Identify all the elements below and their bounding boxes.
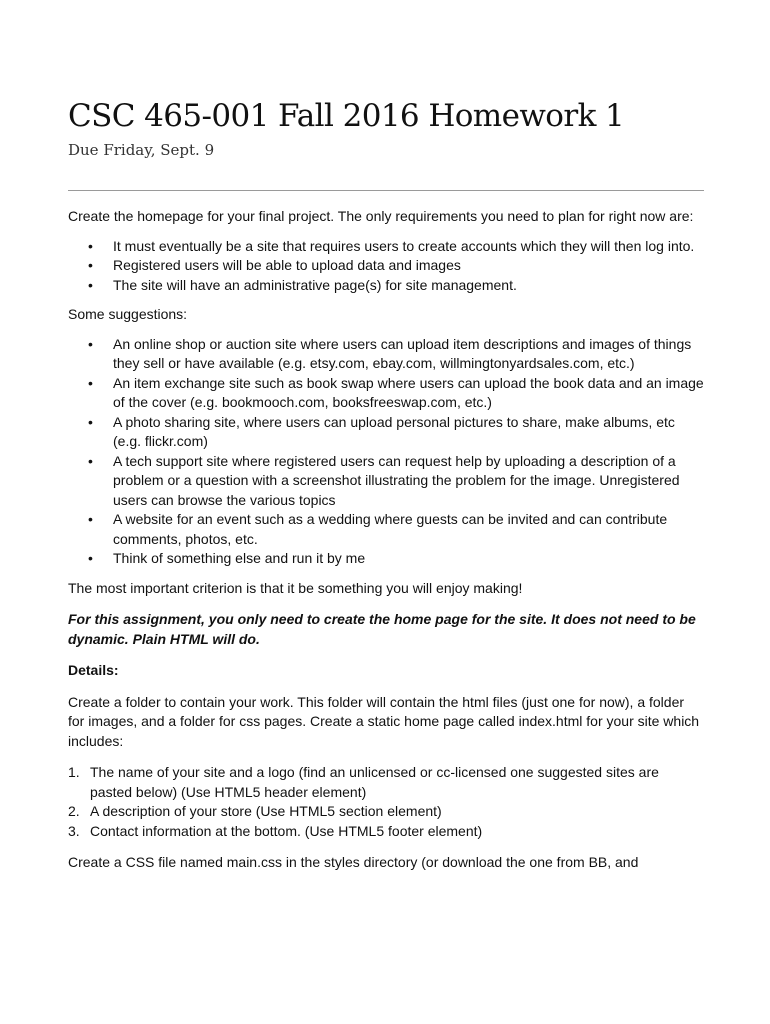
bullet-icon: • (88, 257, 93, 273)
criterion-paragraph: The most important criterion is that it be something you will enjoy making! (68, 579, 523, 596)
list-item-text: A tech support site where registered users can request help by uploading a description of a problem or a question with a screenshot illustrating the problem for the image. Unregistered users can browse the various topics (113, 452, 680, 508)
bullet-icon: • (88, 511, 93, 527)
bullet-icon: • (88, 413, 93, 430)
list-item-text: The site will have an administrative page(s) for site management. (113, 276, 517, 293)
page-title: CSC 465-001 Fall 2016 Homework 1 (68, 98, 625, 134)
bullet-icon: • (88, 550, 93, 566)
assignment-note: For this assignment, you only need to create the home page for the site. It does not need to be dynamic. Plain HTML will do. (68, 611, 696, 647)
list-item-text: The name of your site and a logo (find an unlicensed or cc-licensed one suggested sites are pasted below) (Use HTML5 header element) (90, 764, 659, 800)
suggestions-list (68, 335, 704, 569)
list-item (68, 549, 704, 569)
document-body (68, 207, 704, 885)
bullet-icon: • (88, 374, 93, 391)
details-heading: Details: (68, 662, 119, 678)
list-item-text: An item exchange site such as book swap where users can upload the book data and an image of the cover (e.g. bookmooch.com, booksfreeswap.com, etc.) (113, 374, 704, 410)
title-divider (68, 190, 704, 191)
list-item (68, 374, 704, 413)
list-item-text: A website for an event such as a wedding where guests can be invited and can contribute comments, photos, etc. (113, 511, 668, 547)
list-item (68, 763, 704, 802)
list-item-text: Think of something else and run it by me (113, 550, 366, 566)
bullet-icon: • (88, 335, 93, 352)
css-paragraph: Create a CSS file named main.css in the styles directory (or download the one from BB, and (68, 854, 639, 870)
list-item (68, 510, 704, 549)
list-number: 2. (68, 803, 80, 819)
list-number: 1. (68, 764, 80, 780)
list-item (68, 335, 704, 374)
list-item (68, 237, 704, 257)
list-item (68, 256, 704, 276)
list-item-text: It must eventually be a site that requires users to create accounts which they will then log into. (113, 237, 695, 254)
list-number: 3. (68, 822, 80, 839)
list-item (68, 413, 704, 452)
list-item (68, 822, 704, 842)
list-item-text: A photo sharing site, where users can upload personal pictures to share, make albums, etc (e.g. flickr.com) (113, 413, 675, 449)
bullet-icon: • (88, 452, 93, 469)
list-item (68, 452, 704, 511)
list-item-text: An online shop or auction site where users can upload item descriptions and images of things they sell or have available (e.g. etsy.com, ebay.com, willmingtonyardsales.com, etc.) (113, 335, 692, 371)
list-item-text: Contact information at the bottom. (Use HTML5 footer element) (90, 822, 483, 839)
bullet-icon: • (88, 237, 93, 254)
bullet-icon: • (88, 276, 93, 293)
list-item-text: A description of your store (Use HTML5 section element) (90, 803, 442, 819)
requirements-list (68, 237, 704, 296)
list-item-text: Registered users will be able to upload data and images (113, 257, 461, 273)
numbered-list (68, 763, 704, 841)
list-item (68, 802, 704, 822)
due-date-subtitle: Due Friday, Sept. 9 (68, 141, 215, 159)
list-item (68, 276, 704, 296)
details-paragraph: Create a folder to contain your work. This folder will contain the html files (just one for now), a folder for images, and a folder for css pages. Create a static home page called index.html for your site which includes: (68, 693, 700, 749)
suggestions-heading: Some suggestions: (68, 306, 188, 322)
intro-paragraph: Create the homepage for your final project. The only requirements you need to plan for right now are: (68, 208, 694, 224)
